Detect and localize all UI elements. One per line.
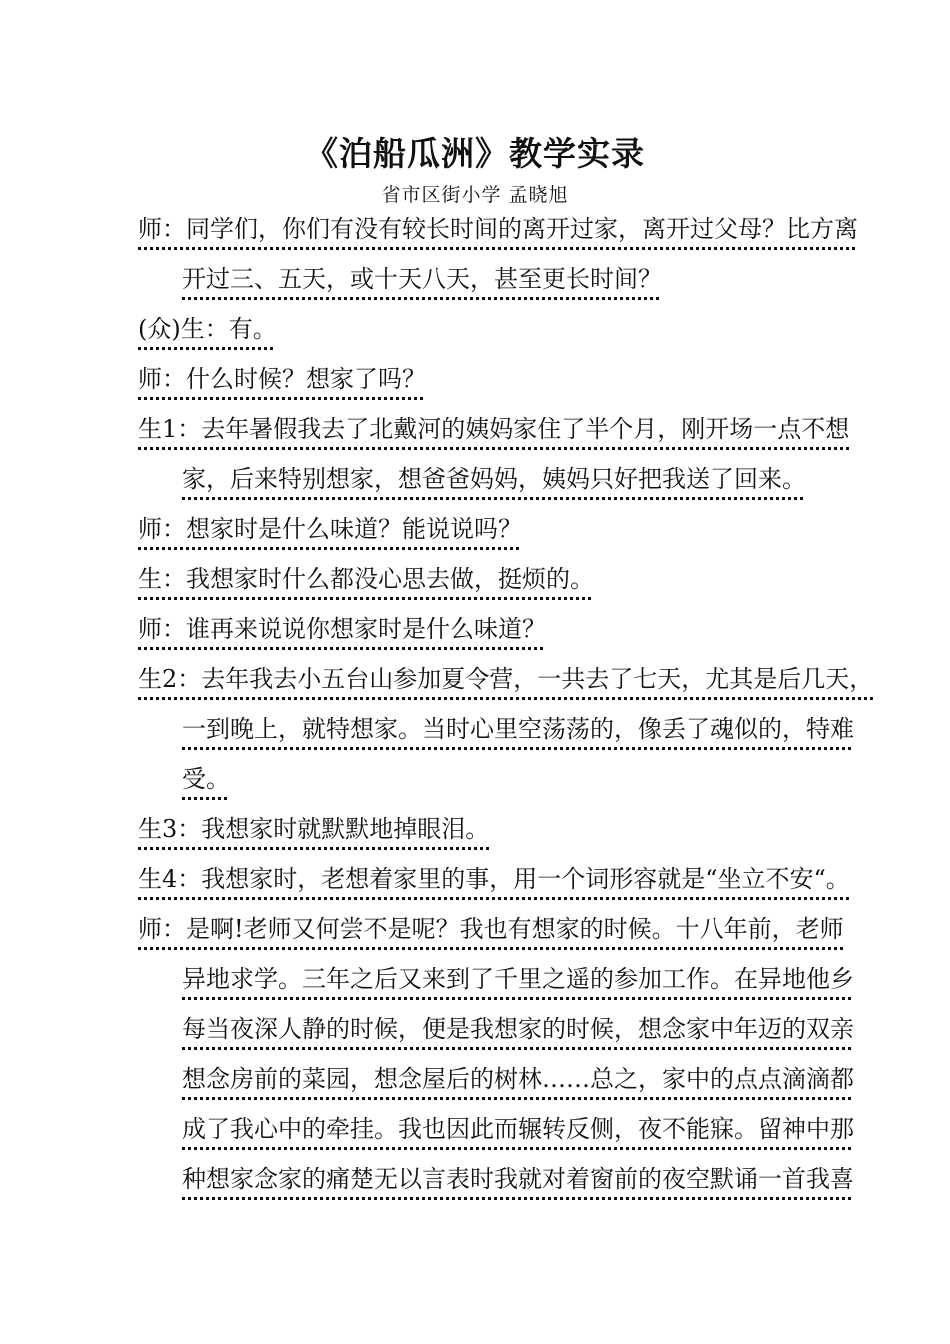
paragraph-line: 师：什么时候？想家了吗？ [138,365,426,393]
dialogue-paragraph [138,354,838,404]
paragraph-line: 想念房前的菜园，想念屋后的树林……总之，家中的点点滴滴都 [182,1065,854,1093]
dialogue-paragraph [138,604,838,654]
paragraph-line: 师：是啊!老师又何尝不是呢？我也有想家的时候。十八年前，老师 [138,915,844,943]
dialogue-paragraph [138,404,850,504]
dialogue-paragraph [138,554,838,604]
dialogue-paragraph [138,904,854,1204]
paragraph-line: 开过三、五天，或十天八天，甚至更长时间？ [182,265,662,293]
paragraph-line: 生2：去年我去小五台山参加夏令营，一共去了七天，尤其是后几天， [138,665,874,693]
dialogue-paragraph [138,504,838,554]
dialogue-paragraph [138,304,838,354]
paragraph-line: 生4：我想家时，老想着家里的事，用一个词形容就是“坐立不安“。 [138,865,850,893]
paragraph-line: 每当夜深人静的时候，便是我想家的时候，想念家中年迈的双亲 [182,1015,854,1043]
paragraph-line: 家，后来特别想家，想爸爸妈妈，姨妈只好把我送了回来。 [182,465,806,493]
paragraph-line: 生3：我想家时就默默地掉眼泪。 [138,815,490,843]
dialogue-paragraph [138,204,858,304]
document-byline: 省市区街小学 孟晓旭 [381,184,569,206]
paragraph-line: 成了我心中的牵挂。我也因此而辗转反侧，夜不能寐。留神中那 [182,1115,854,1143]
dialogue-paragraph [138,854,850,904]
paragraph-line: (众)生：有。 [138,315,277,343]
paragraph-line: 师：同学们，你们有没有较长时间的离开过家，离开过父母？比方离 [138,215,858,243]
paragraph-line: 师：想家时是什么味道？能说说吗？ [138,515,522,543]
paragraph-line: 一到晚上，就特想家。当时心里空荡荡的，像丢了魂似的，特难 [182,715,854,743]
dialogue-paragraph [138,654,874,804]
dialogue-paragraph [138,804,838,854]
paragraph-line: 师：谁再来说说你想家时是什么味道？ [138,615,546,643]
paragraph-line: 受。 [182,765,230,793]
paragraph-line: 生：我想家时什么都没心思去做，挺烦的。 [138,565,594,593]
paragraph-line: 生1：去年暑假我去了北戴河的姨妈家住了半个月，刚开场一点不想 [138,415,850,443]
paragraph-line: 异地求学。三年之后又来到了千里之遥的参加工作。在异地他乡 [182,965,854,993]
paragraph-line: 种想家念家的痛楚无以言表时我就对着窗前的夜空默诵一首我喜 [182,1165,854,1193]
document-title: 《泊船瓜洲》教学实录 [305,134,645,173]
